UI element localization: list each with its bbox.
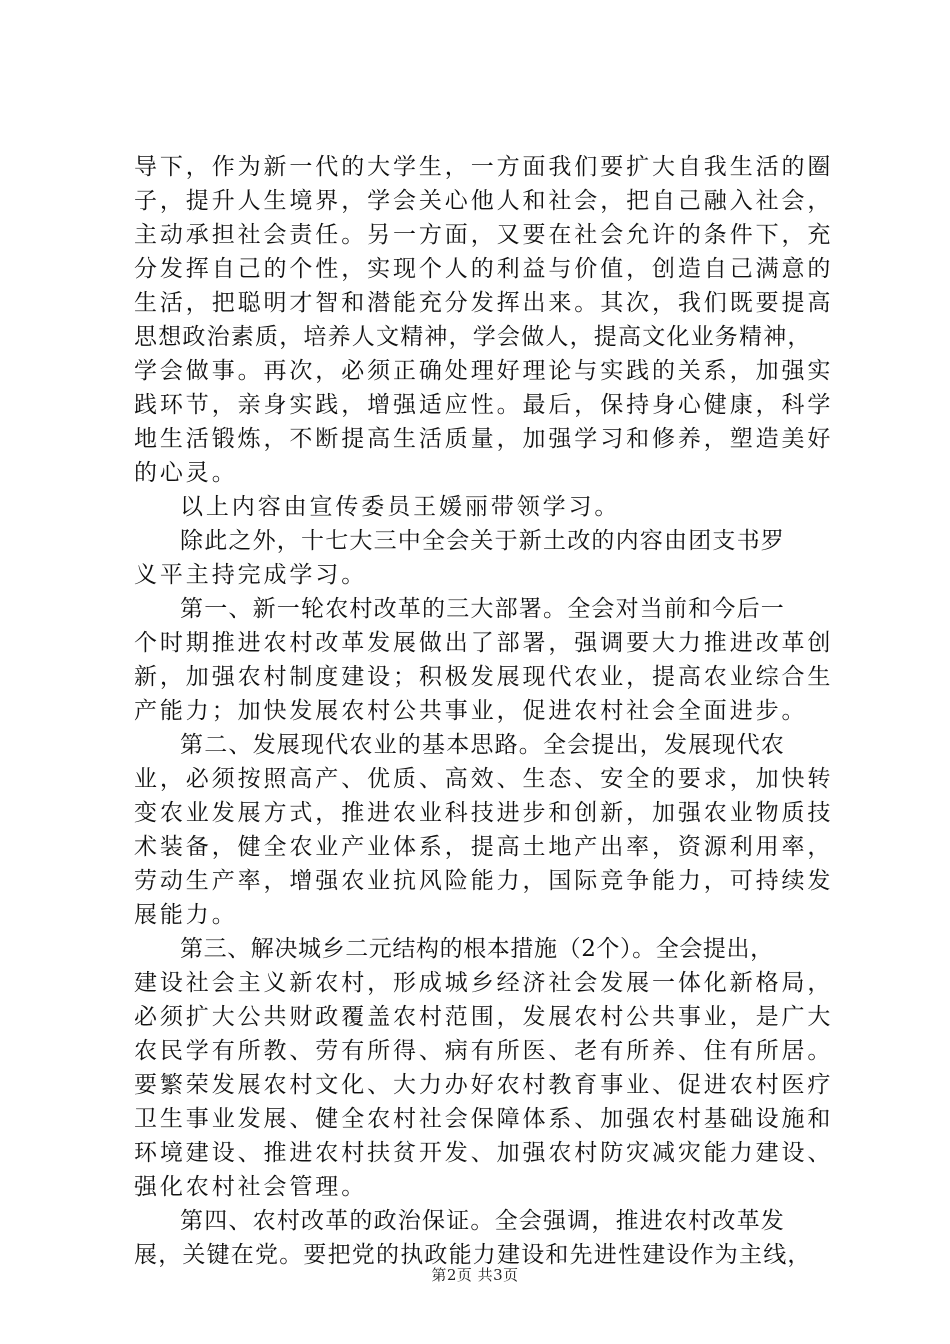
text-line: 第二、发展现代农业的基本思路。全会提出，发展现代农 — [180, 732, 785, 758]
text-line: 必须扩大公共财政覆盖农村范围，发展农村公共事业，是广大 — [134, 1004, 834, 1030]
text-line: 子，提升人生境界，学会关心他人和社会，把自己融入社会， — [134, 188, 834, 214]
text-line: 生活，把聪明才智和潜能充分发挥出来。其次，我们既要提高 — [134, 290, 834, 316]
text-line: 环境建设、推进农村扶贫开发、加强农村防灾减灾能力建设、 — [134, 1140, 834, 1166]
text-line: 第四、农村改革的政治保证。全会强调，推进农村改革发 — [180, 1208, 785, 1234]
text-line: 展能力。 — [134, 902, 238, 928]
text-line: 地生活锻炼，不断提高生活质量，加强学习和修养，塑造美好 — [134, 426, 834, 452]
text-line: 卫生事业发展、健全农村社会保障体系、加强农村基础设施和 — [134, 1106, 834, 1132]
text-line: 导下，作为新一代的大学生，一方面我们要扩大自我生活的圈 — [134, 154, 834, 180]
text-line: 农民学有所教、劳有所得、病有所医、老有所养、住有所居。 — [134, 1038, 834, 1064]
text-line: 第一、新一轮农村改革的三大部署。全会对当前和今后一 — [180, 596, 785, 622]
text-line: 主动承担社会责任。另一方面，又要在社会允许的条件下，充 — [134, 222, 834, 248]
text-line: 除此之外，十七大三中全会关于新土改的内容由团支书罗 — [180, 528, 785, 554]
text-line: 思想政治素质，培养人文精神，学会做人，提高文化业务精神， — [134, 324, 812, 350]
text-line: 劳动生产率，增强农业抗风险能力，国际竞争能力，可持续发 — [134, 868, 834, 894]
text-line: 要繁荣发展农村文化、大力办好农村教育事业、促进农村医疗 — [134, 1072, 834, 1098]
text-line: 个时期推进农村改革发展做出了部署，强调要大力推进改革创 — [134, 630, 834, 656]
text-line: 践环节，亲身实践，增强适应性。最后，保持身心健康，科学 — [134, 392, 834, 418]
document-body — [134, 150, 854, 1272]
text-line: 产能力；加快发展农村公共事业，促进农村社会全面进步。 — [134, 698, 808, 724]
text-line: 以上内容由宣传委员王媛丽带领学习。 — [180, 494, 621, 520]
text-line: 分发挥自己的个性，实现个人的利益与价值，创造自己满意的 — [134, 256, 834, 282]
page-number-footer: 第2页 共3页 — [431, 1266, 519, 1284]
text-line: 展，关键在党。要把党的执政能力建设和先进性建设作为主线， — [134, 1242, 812, 1268]
text-line: 的心灵。 — [134, 460, 238, 486]
text-line: 第三、解决城乡二元结构的根本措施（2个）。全会提出， — [180, 936, 774, 962]
text-line: 建设社会主义新农村，形成城乡经济社会发展一体化新格局， — [134, 970, 834, 996]
text-line: 业，必须按照高产、优质、高效、生态、安全的要求，加快转 — [134, 766, 834, 792]
text-line: 强化农村社会管理。 — [134, 1174, 368, 1200]
text-line: 义平主持完成学习。 — [134, 562, 368, 588]
text-line: 学会做事。再次，必须正确处理好理论与实践的关系，加强实 — [134, 358, 834, 384]
text-line: 变农业发展方式，推进农业科技进步和创新，加强农业物质技 — [134, 800, 834, 826]
text-line: 术装备，健全农业产业体系，提高土地产出率，资源利用率， — [134, 834, 834, 860]
text-line: 新，加强农村制度建设；积极发展现代农业，提高农业综合生 — [134, 664, 834, 690]
